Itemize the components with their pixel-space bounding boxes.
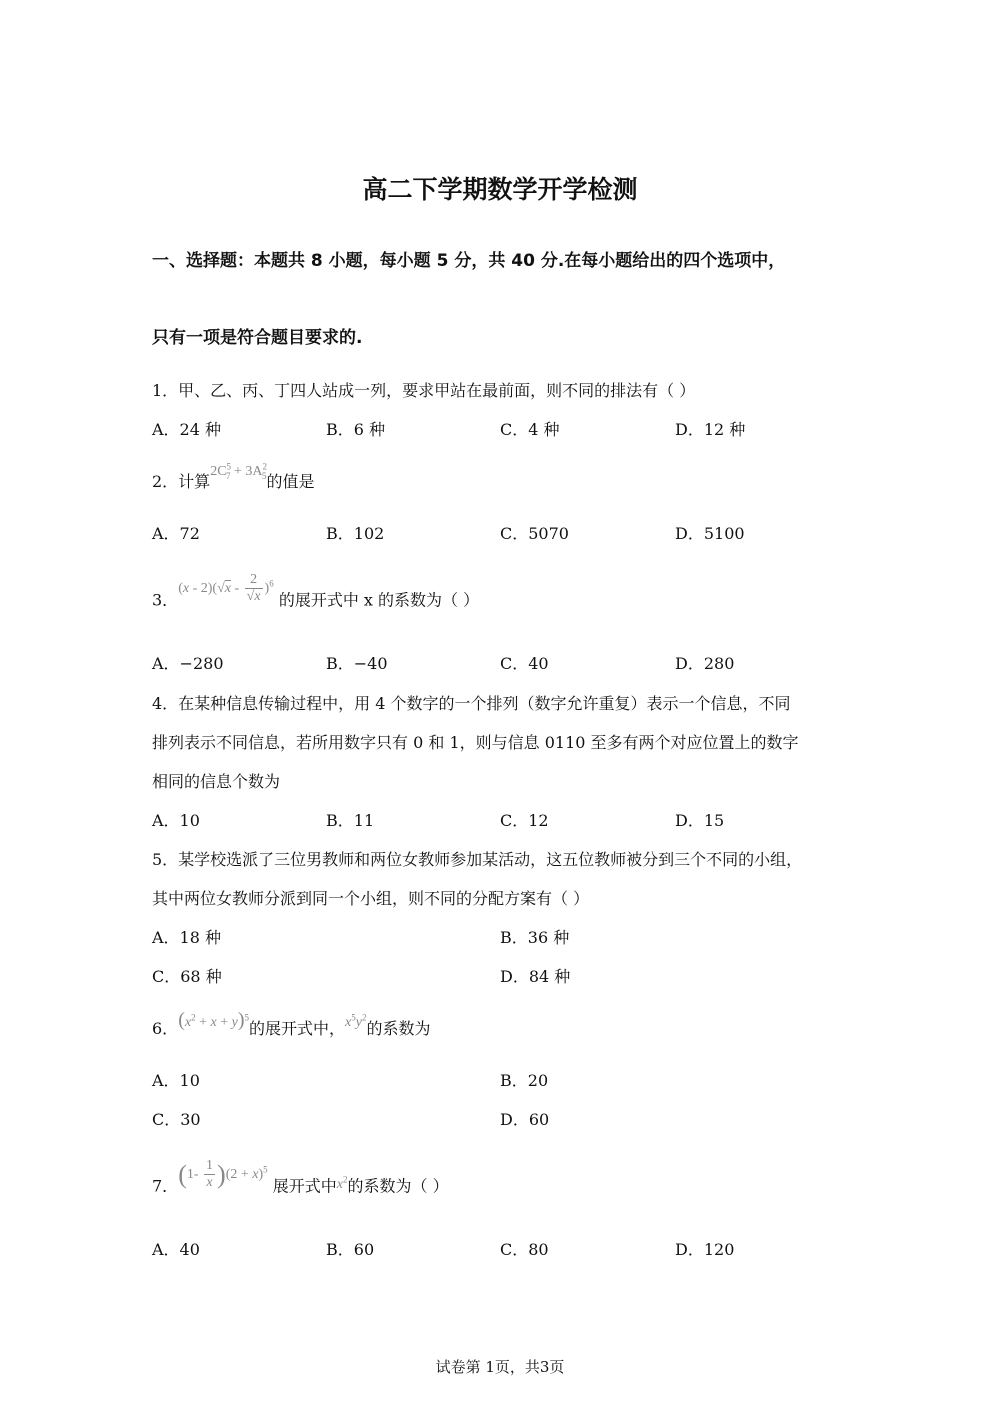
q2-prefix: 2．计算 [152, 472, 211, 491]
question-5-line2: 其中两位女教师分派到同一个小组，则不同的分配方案有（ ） [152, 889, 590, 908]
q1-option-c: C．4 种 [500, 420, 560, 439]
q7-prefix: 7． [152, 1176, 179, 1196]
q4-option-a: A．10 [152, 811, 200, 830]
q4-option-d: D．15 [675, 811, 725, 830]
q3-prefix: 3． [152, 590, 179, 610]
q6-option-a: A．10 [152, 1071, 200, 1090]
question-2-text [152, 461, 315, 493]
question-4-line2: 排列表示不同信息，若所用数字只有 0 和 1，则与信息 0110 至多有两个对应位置上的数字 [152, 733, 799, 752]
q6-option-b: B．20 [500, 1071, 549, 1090]
q1-option-b: B．6 种 [326, 420, 386, 439]
q4-option-c: C．12 [500, 811, 549, 830]
q1-option-d: D．12 种 [675, 420, 746, 439]
q3-formula: (x - 2)(√x - $\frac{2}{√x}$ )$^6$ [178, 572, 274, 604]
q7-formula: (1- $\frac{1}{x}$ )$(2 + x)^5$ [178, 1158, 268, 1190]
q7-suffix2: 的系数为（ ） [347, 1176, 449, 1196]
q6-option-c: C．30 [152, 1110, 201, 1129]
q1-option-a: A．24 种 [152, 420, 222, 439]
q7-suffix: 展开式中 [272, 1176, 337, 1196]
q4-option-b: B．11 [326, 811, 375, 830]
q7-option-b: B．60 [326, 1240, 375, 1259]
section-heading-line2: 只有一项是符合题目要求的. [152, 328, 363, 348]
q5-option-b: B．36 种 [500, 928, 570, 947]
question-7-text [152, 1158, 449, 1205]
question-6-text [152, 1009, 431, 1040]
question-3-text [152, 572, 480, 619]
q2-formula: $2C^5_7 + 3A^2_5$ [210, 461, 268, 481]
q6-option-d: D．60 [500, 1110, 550, 1129]
question-4-line3: 相同的信息个数为 [152, 772, 281, 791]
q3-suffix: 的展开式中 x 的系数为（ ） [278, 590, 480, 610]
q6-middle: 的展开式中， [249, 1019, 346, 1038]
q3-option-b: B．−40 [326, 654, 388, 673]
q3-option-d: D．280 [675, 654, 735, 673]
q6-suffix: 的系数为 [366, 1019, 431, 1038]
q2-option-d: D．5100 [675, 524, 745, 543]
page-footer: 试卷第 1页，共3页 [435, 1358, 565, 1376]
q7-option-c: C．80 [500, 1240, 549, 1259]
q2-option-a: A．72 [152, 524, 200, 543]
q5-option-c: C．68 种 [152, 967, 222, 986]
q2-suffix: 的值是 [266, 472, 315, 491]
q6-term: $x^5y^2$ [345, 1012, 367, 1030]
q7-option-d: D．120 [675, 1240, 735, 1259]
q5-option-a: A．18 种 [152, 928, 222, 947]
q6-prefix: 6． [152, 1019, 179, 1038]
q7-option-a: A．40 [152, 1240, 200, 1259]
q5-option-d: D．84 种 [500, 967, 571, 986]
q2-option-b: B．102 [326, 524, 385, 543]
question-4-line1: 4．在某种信息传输过程中，用 4 个数字的一个排列（数字允许重复）表示一个信息，不同 [152, 694, 791, 713]
q3-option-c: C．40 [500, 654, 549, 673]
page-title: 高二下学期数学开学检测 [362, 175, 638, 204]
section-heading-line1: 一、选择题：本题共 8 小题，每小题 5 分，共 40 分.在每小题给出的四个选项中， [152, 251, 786, 271]
question-5-line1: 5．某学校选派了三位男教师和两位女教师参加某活动，这五位教师被分到三个不同的小组， [152, 850, 803, 869]
question-1-text: 1．甲、乙、丙、丁四人站成一列，要求甲站在最前面，则不同的排法有（ ） [152, 381, 696, 400]
q6-formula: $(x^2 + x + y)^5$ [178, 1009, 249, 1031]
q2-option-c: C．5070 [500, 524, 569, 543]
q7-term: $x^2$ [336, 1174, 348, 1192]
q3-option-a: A．−280 [152, 654, 224, 673]
